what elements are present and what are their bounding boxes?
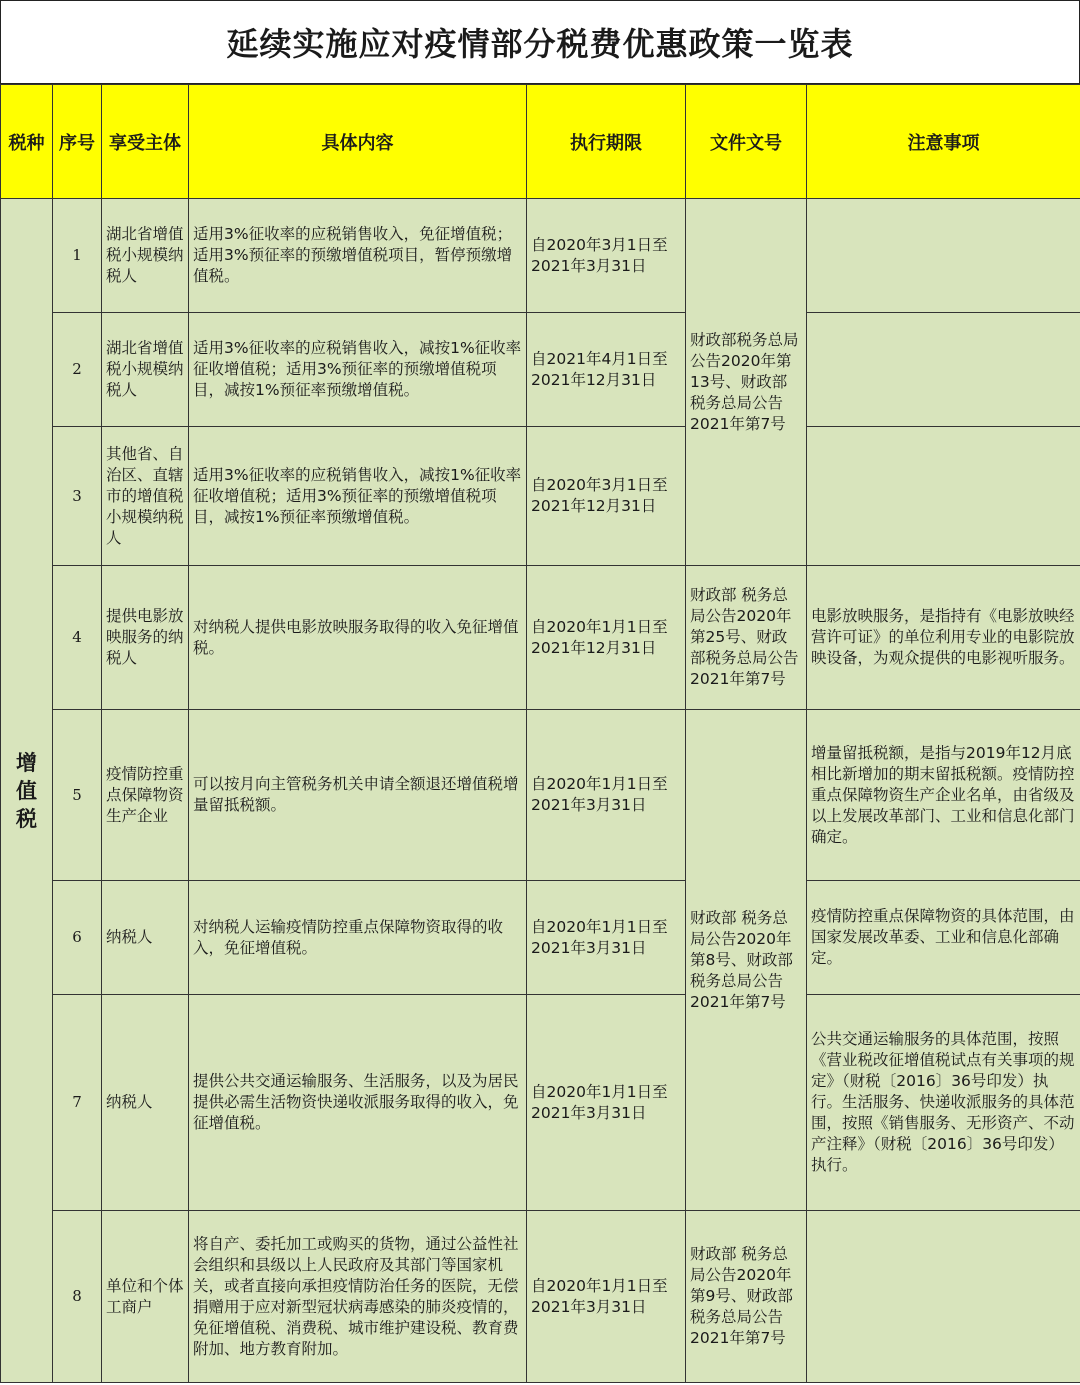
header-subject: 享受主体 — [102, 85, 189, 199]
period-cell: 自2021年4月1日至2021年12月31日 — [527, 313, 686, 427]
seq-cell: 2 — [53, 313, 102, 427]
subject-cell: 单位和个体工商户 — [102, 1211, 189, 1383]
content-cell: 适用3%征收率的应税销售收入，减按1%征收率征收增值税；适用3%预征率的预缴增值税项目，减按1%预征率预缴增值税。 — [189, 427, 527, 566]
notes-cell — [807, 199, 1080, 313]
table-row — [1, 710, 1080, 881]
notes-cell — [807, 1211, 1080, 1383]
period-cell: 自2020年3月1日至2021年12月31日 — [527, 427, 686, 566]
period-cell: 自2020年1月1日至2021年12月31日 — [527, 566, 686, 710]
seq-cell: 6 — [53, 881, 102, 995]
doc-no-cell: 财政部 税务总局公告2020年第25号、财政部税务总局公告2021年第7号 — [686, 566, 807, 710]
notes-cell: 疫情防控重点保障物资的具体范围，由国家发展改革委、工业和信息化部确定。 — [807, 881, 1080, 995]
subject-cell: 疫情防控重点保障物资生产企业 — [102, 710, 189, 881]
table-row — [1, 427, 1080, 566]
page-title: 延续实施应对疫情部分税费优惠政策一览表 — [0, 0, 1080, 84]
seq-cell: 4 — [53, 566, 102, 710]
header-period: 执行期限 — [527, 85, 686, 199]
period-cell: 自2020年3月1日至2021年3月31日 — [527, 199, 686, 313]
table-row — [1, 1211, 1080, 1383]
content-cell: 对纳税人运输疫情防控重点保障物资取得的收入，免征增值税。 — [189, 881, 527, 995]
subject-cell: 湖北省增值税小规模纳税人 — [102, 199, 189, 313]
header-doc-no: 文件文号 — [686, 85, 807, 199]
table-row — [1, 995, 1080, 1211]
notes-cell: 公共交通运输服务的具体范围，按照《营业税改征增值税试点有关事项的规定》（财税〔2016〕36号印发）执行。生活服务、快递收派服务的具体范围，按照《销售服务、无形资产、不动产注释》（财税〔2016〕36号印发）执行。 — [807, 995, 1080, 1211]
content-cell: 对纳税人提供电影放映服务取得的收入免征增值税。 — [189, 566, 527, 710]
doc-no-cell: 财政部税务总局公告2020年第13号、财政部 税务总局公告2021年第7号 — [686, 199, 807, 566]
seq-cell: 8 — [53, 1211, 102, 1383]
subject-cell: 纳税人 — [102, 881, 189, 995]
notes-cell: 电影放映服务，是指持有《电影放映经营许可证》的单位利用专业的电影院放映设备，为观众提供的电影视听服务。 — [807, 566, 1080, 710]
seq-cell: 7 — [53, 995, 102, 1211]
notes-cell: 增量留抵税额，是指与2019年12月底相比新增加的期末留抵税额。疫情防控重点保障物资生产企业名单，由省级及以上发展改革部门、工业和信息化部门确定。 — [807, 710, 1080, 881]
table-row — [1, 881, 1080, 995]
notes-cell — [807, 313, 1080, 427]
period-cell: 自2020年1月1日至2021年3月31日 — [527, 1211, 686, 1383]
period-cell: 自2020年1月1日至2021年3月31日 — [527, 710, 686, 881]
doc-no-cell: 财政部 税务总局公告2020年第8号、财政部税务总局公告2021年第7号 — [686, 710, 807, 1211]
table-row — [1, 199, 1080, 313]
table-row — [1, 313, 1080, 427]
seq-cell: 5 — [53, 710, 102, 881]
subject-cell: 纳税人 — [102, 995, 189, 1211]
table-row — [1, 566, 1080, 710]
policy-table — [0, 84, 1080, 1383]
content-cell: 提供公共交通运输服务、生活服务，以及为居民提供必需生活物资快递收派服务取得的收入，免征增值税。 — [189, 995, 527, 1211]
period-cell: 自2020年1月1日至2021年3月31日 — [527, 881, 686, 995]
header-content: 具体内容 — [189, 85, 527, 199]
period-cell: 自2020年1月1日至2021年3月31日 — [527, 995, 686, 1211]
header-seq: 序号 — [53, 85, 102, 199]
subject-cell: 其他省、自治区、直辖市的增值税小规模纳税人 — [102, 427, 189, 566]
header-row — [1, 85, 1080, 199]
seq-cell: 1 — [53, 199, 102, 313]
content-cell: 可以按月向主管税务机关申请全额退还增值税增量留抵税额。 — [189, 710, 527, 881]
content-cell: 适用3%征收率的应税销售收入，减按1%征收率征收增值税；适用3%预征率的预缴增值税项目，减按1%预征率预缴增值税。 — [189, 313, 527, 427]
subject-cell: 提供电影放映服务的纳税人 — [102, 566, 189, 710]
header-tax-type: 税种 — [1, 85, 53, 199]
doc-no-cell: 财政部 税务总局公告2020年第9号、财政部税务总局公告2021年第7号 — [686, 1211, 807, 1383]
notes-cell — [807, 427, 1080, 566]
tax-type-cell: 增值税 — [1, 199, 53, 1383]
header-notes: 注意事项 — [807, 85, 1080, 199]
subject-cell: 湖北省增值税小规模纳税人 — [102, 313, 189, 427]
seq-cell: 3 — [53, 427, 102, 566]
content-cell: 将自产、委托加工或购买的货物，通过公益性社会组织和县级以上人民政府及其部门等国家机关，或者直接向承担疫情防治任务的医院，无偿捐赠用于应对新型冠状病毒感染的肺炎疫情的，免征增值税、消费税、城市维护建设税、教育费附加、地方教育附加。 — [189, 1211, 527, 1383]
content-cell: 适用3%征收率的应税销售收入，免征增值税；适用3%预征率的预缴增值税项目，暂停预缴增值税。 — [189, 199, 527, 313]
